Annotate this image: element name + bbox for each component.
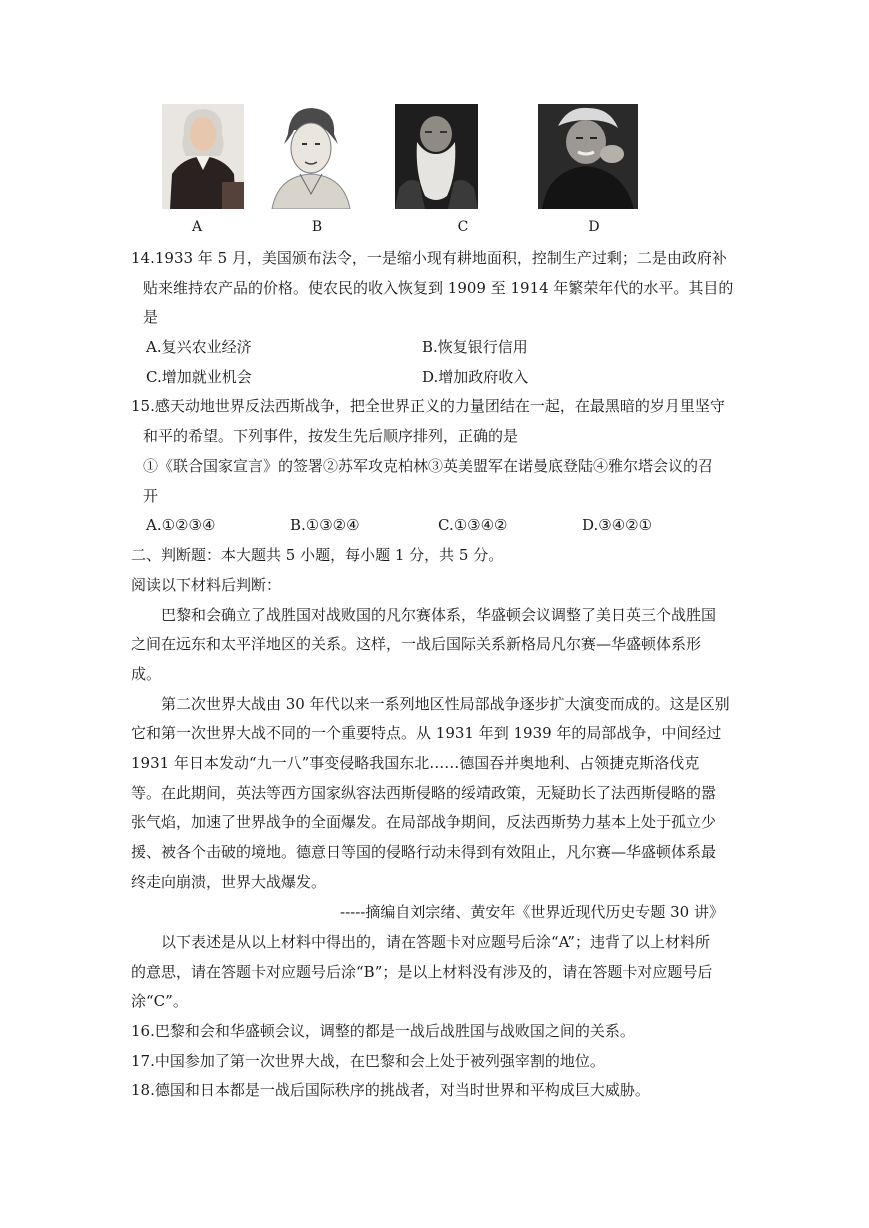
q15-option-d: D.③④②① [582,516,653,534]
portrait-c-image [395,104,478,209]
material-para2-line-2: 它和第一次世界大战不同的一个重要特点。从 1931 年到 1939 年的局部战争，中间经过 [131,724,722,742]
q14-line-3: 是 [143,308,159,326]
instruction-line-2: 的意思，请在答题卡对应题号后涂“B”；是以上材料没有涉及的，请在答题卡对应题号后 [131,963,713,981]
q14-option-c: C.增加就业机会 [146,368,252,386]
q15-line-3: ①《联合国家宣言》的签署②苏军攻克柏林③英美盟军在诺曼底登陆④雅尔塔会议的召 [143,457,714,475]
portrait-a-image [162,104,244,209]
material-para2-line-4: 等。在此期间，英法等西方国家纵容法西斯侵略的绥靖政策，无疑助长了法西斯侵略的嚣 [131,784,717,802]
material-para1-line-3: 成。 [131,665,162,683]
q14-option-a: A.复兴农业经济 [146,338,252,356]
q16-statement: 16.巴黎和会和华盛顿会议，调整的都是一战后战胜国与战败国之间的关系。 [131,1022,635,1040]
material-para2-line-6: 援、被各个击破的境地。德意日等国的侵略行动未得到有效阻止，凡尔赛—华盛顿体系最 [131,843,717,861]
section-intro: 阅读以下材料后判断： [131,576,282,594]
q15-option-b: B.①③②④ [290,516,360,534]
option-c-label: C [457,219,469,235]
material-para2-line-3: 1931 年日本发动“九一八”事变侵略我国东北……德国吞并奥地利、占领捷克斯洛伐克 [131,754,700,772]
q14-option-d: D.增加政府收入 [422,368,529,386]
portrait-b-image [260,104,361,209]
q14-line-1: 14.1933 年 5 月，美国颁布法令，一是缩小现有耕地面积，控制生产过剩；二是由政府补 [131,249,727,267]
material-para2-line-5: 张气焰，加速了世界战争的全面爆发。在局部战争期间，反法西斯势力基本上处于孤立少 [131,813,717,831]
material-para1-line-1: 巴黎和会确立了战胜国对战败国的凡尔赛体系，华盛顿会议调整了美日英三个战胜国 [161,606,717,624]
portrait-d-image [538,104,638,209]
material-para2-line-1: 第二次世界大战由 30 年代以来一系列地区性局部战争逐步扩大演变而成的。这是区别 [161,695,730,713]
section-heading: 二、判断题：本大题共 5 小题，每小题 1 分，共 5 分。 [131,546,504,564]
option-d-label: D [588,219,600,235]
q14-option-b: B.恢复银行信用 [422,338,528,356]
q17-statement: 17.中国参加了第一次世界大战，在巴黎和会上处于被列强宰割的地位。 [131,1052,605,1070]
instruction-line-3: 涂“C”。 [131,992,188,1010]
q15-option-c: C.①③④② [438,516,508,534]
q15-line-2: 和平的希望。下列事件，按发生先后顺序排列，正确的是 [143,427,519,445]
material-para1-line-2: 之间在远东和太平洋地区的关系。这样，一战后国际关系新格局凡尔赛—华盛顿体系形 [131,635,702,653]
instruction-line-1: 以下表述是从以上材料中得出的，请在答题卡对应题号后涂“A”；违背了以上材料所 [161,933,710,951]
material-source: -----摘编自刘宗绪、黄安年《世界近现代历史专题 30 讲》 [340,903,724,921]
option-b-label: B [311,219,323,235]
option-a-label: A [191,219,203,235]
q15-option-a: A.①②③④ [146,516,216,534]
q15-line-4: 开 [143,487,159,505]
material-para2-line-7: 终走向崩溃，世界大战爆发。 [131,873,327,891]
q15-line-1: 15.感天动地世界反法西斯战争，把全世界正义的力量团结在一起，在最黑暗的岁月里坚守 [131,397,725,415]
q14-line-2: 贴来维持农产品的价格。使农民的收入恢复到 1909 至 1914 年繁荣年代的水平。其目的 [143,279,734,297]
q18-statement: 18.德国和日本都是一战后国际秩序的挑战者，对当时世界和平构成巨大威胁。 [131,1081,650,1099]
